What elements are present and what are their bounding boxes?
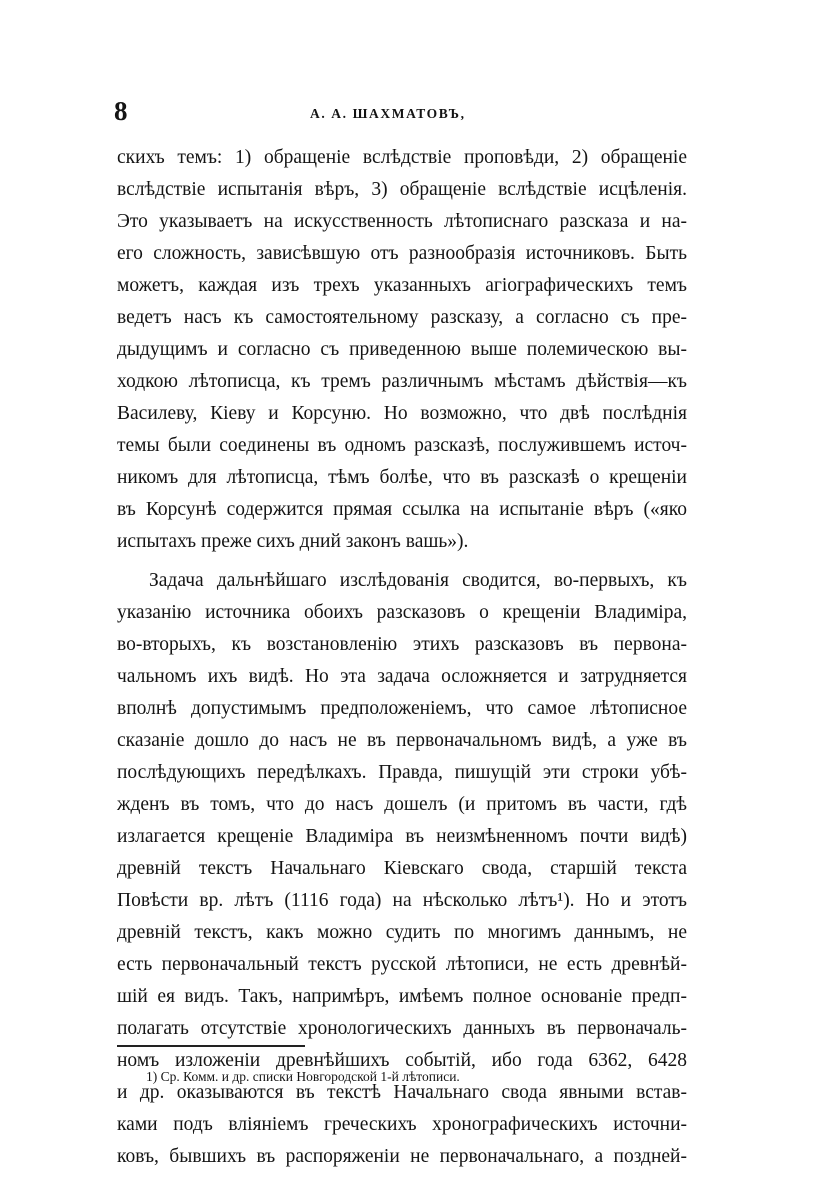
text-line: чальномъ ихъ видѣ. Но эта задача осложняется и затрудняется bbox=[117, 666, 687, 687]
text-line: излагается крещеніе Владиміра въ неизмѣненномъ почти видѣ) bbox=[117, 826, 687, 847]
text-line: полагать отсутствіе хронологическихъ данныхъ въ первоначаль- bbox=[117, 1018, 687, 1039]
text-line: сказаніе дошло до насъ не въ первоначальномъ видѣ, а уже въ bbox=[117, 730, 687, 751]
running-head: А. А. ШАХМАТОВЪ, bbox=[310, 106, 466, 121]
page-number: 8 bbox=[114, 96, 128, 126]
text-line: Василеву, Кіеву и Корсуню. Но возможно, что двѣ послѣднія bbox=[117, 403, 687, 424]
text-line: послѣдующихъ передѣлкахъ. Правда, пишущій эти строки убѣ- bbox=[117, 762, 687, 783]
body-text bbox=[117, 142, 687, 1173]
text-line: его сложность, зависѣвшую отъ разнообразія источниковъ. Быть bbox=[117, 243, 687, 264]
text-line: вполнѣ допустимымъ предположеніемъ, что самое лѣтописное bbox=[117, 698, 687, 719]
text-line: во-вторыхъ, къ возстановленію этихъ разсказовъ въ первона- bbox=[117, 634, 687, 655]
text-line: есть первоначальный текстъ русской лѣтописи, не есть древнѣй- bbox=[117, 954, 687, 975]
paragraph-gap bbox=[117, 558, 687, 565]
text-line: можетъ, каждая изъ трехъ указанныхъ агіографическихъ темъ bbox=[117, 275, 687, 296]
text-line: указанію источника обоихъ разсказовъ о крещеніи Владиміра, bbox=[117, 602, 687, 623]
text-line: ковъ, бывшихъ въ распоряженіи не первоначальнаго, а поздней- bbox=[117, 1146, 687, 1167]
text-line: Повѣсти вр. лѣтъ (1116 года) на нѣсколько лѣтъ¹). Но и этотъ bbox=[117, 890, 687, 911]
text-line: шій ея видъ. Такъ, напримѣръ, имѣемъ полное основаніе предп- bbox=[117, 986, 687, 1007]
text-line: въ Корсунѣ содержится прямая ссылка на испытаніе вѣръ («яко bbox=[117, 499, 687, 520]
text-line: испытахъ преже сихъ дний законъ вашь»). bbox=[117, 531, 469, 552]
text-line: ками подъ вліяніемъ греческихъ хронографическихъ источни- bbox=[117, 1114, 687, 1135]
text-line: номъ изложеніи древнѣйшихъ событій, ибо года 6362, 6428 bbox=[117, 1050, 687, 1071]
footnote: 1) Ср. Комм. и др. списки Новгородской 1-й лѣтописи. bbox=[146, 1069, 460, 1084]
text-line: жденъ въ томъ, что до насъ дошелъ (и притомъ въ части, гдѣ bbox=[117, 794, 687, 815]
footnote-divider bbox=[117, 1045, 305, 1047]
text-line: ходкою лѣтописца, къ тремъ различнымъ мѣстамъ дѣйствія—къ bbox=[117, 371, 687, 392]
text-line: ведетъ насъ къ самостоятельному разсказу, а согласно съ пре- bbox=[117, 307, 687, 328]
text-line: никомъ для лѣтописца, тѣмъ болѣе, что въ разсказѣ о крещеніи bbox=[117, 467, 687, 488]
text-line: скихъ темъ: 1) обращеніе вслѣдствіе проповѣди, 2) обращеніе bbox=[117, 147, 687, 168]
text-line: Задача дальнѣйшаго изслѣдованія сводится, во-первыхъ, къ bbox=[149, 570, 687, 591]
text-line: вслѣдствіе испытанія вѣръ, 3) обращеніе вслѣдствіе исцѣленія. bbox=[117, 179, 687, 200]
text-line: Это указываетъ на искусственность лѣтописнаго разсказа и на- bbox=[117, 211, 687, 232]
text-line: и др. оказываются въ текстѣ Начальнаго свода явными встав- bbox=[117, 1082, 687, 1103]
paragraph bbox=[117, 142, 687, 558]
text-line: темы были соединены въ одномъ разсказѣ, послужившемъ источ- bbox=[117, 435, 687, 456]
text-line: древній текстъ, какъ можно судить по многимъ даннымъ, не bbox=[117, 922, 687, 943]
text-line: древній текстъ Начальнаго Кіевскаго свода, старшій текста bbox=[117, 858, 687, 879]
text-line: дыдущимъ и согласно съ приведенною выше полемическою вы- bbox=[117, 339, 687, 360]
